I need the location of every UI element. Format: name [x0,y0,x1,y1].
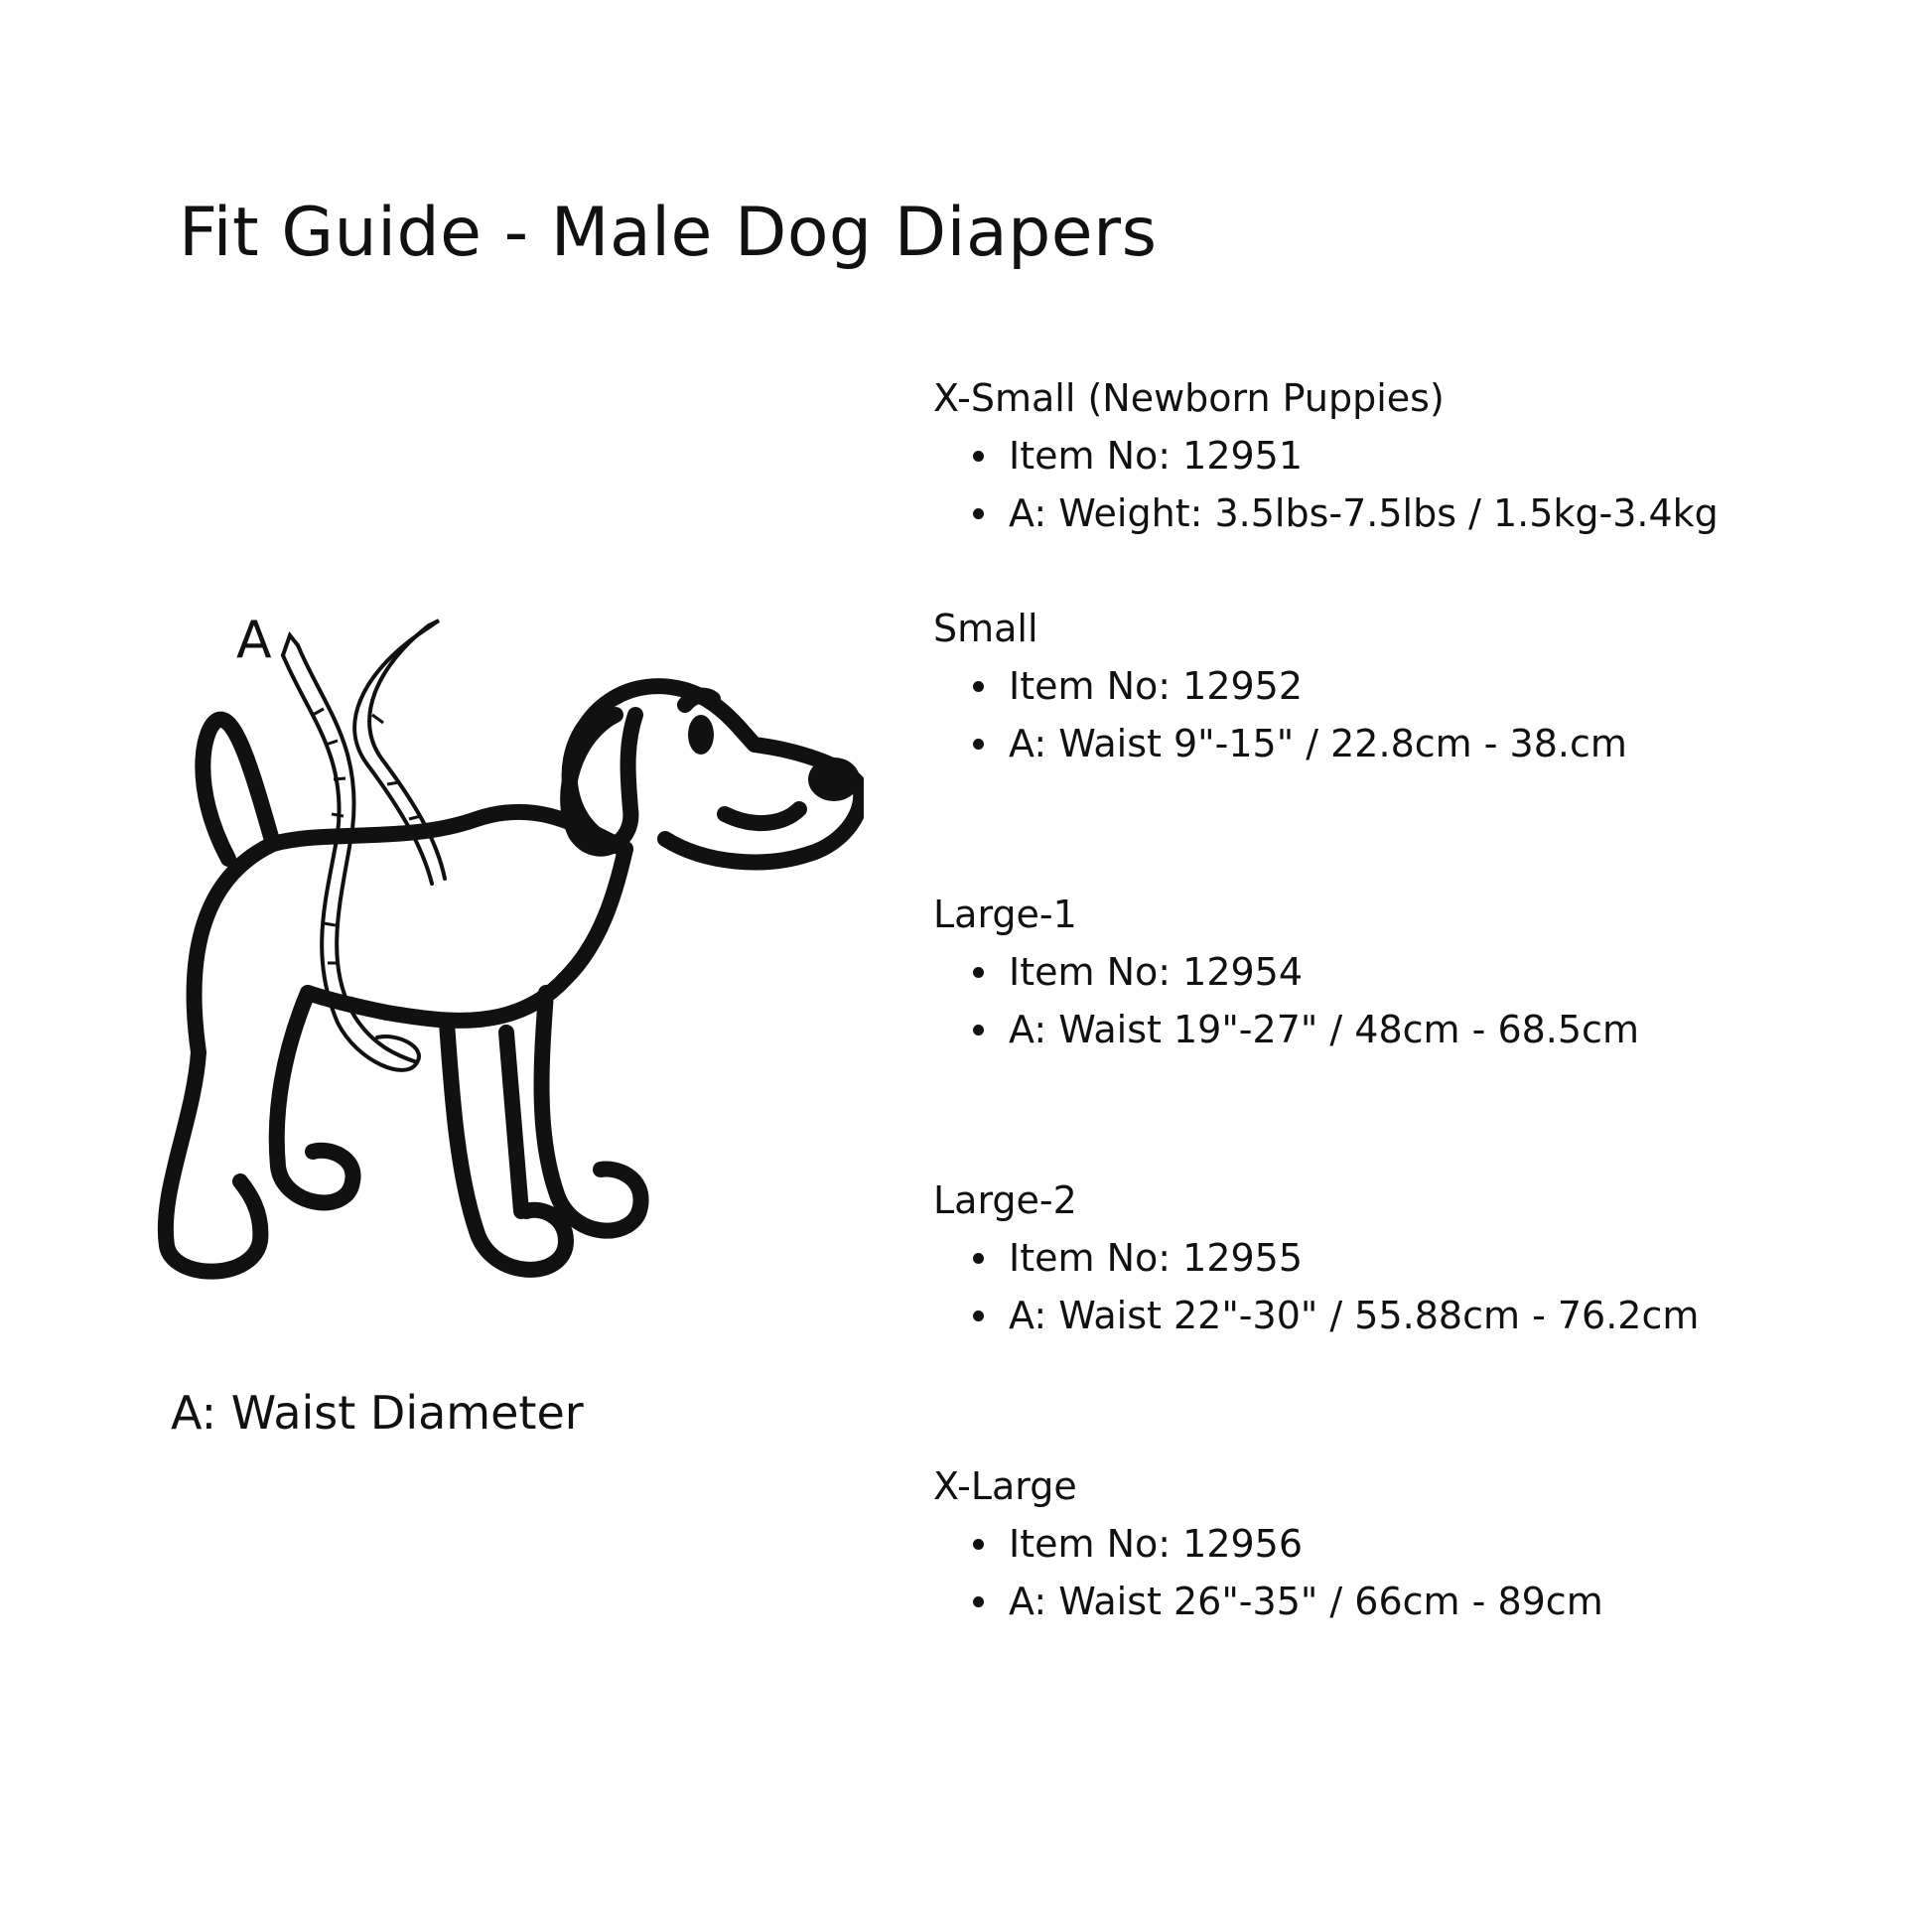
item-number: Item No: 12954 [973,949,1639,995]
bullet-icon [973,508,984,519]
measure-marker-label: A [236,611,272,670]
item-number: Item No: 12956 [973,1521,1603,1567]
dog-eye [688,715,714,755]
size-name: X-Large [933,1464,1077,1508]
bullet-icon [973,739,984,750]
dog-nose [808,758,860,801]
size-name: X-Small (Newborn Puppies) [933,376,1445,420]
size-block-large-1 [933,892,1639,1064]
bullet-icon [973,681,984,692]
bullet-icon [973,1253,984,1264]
size-name: Large-2 [933,1178,1077,1222]
dog-measurement-diagram [149,596,864,1311]
dog-rear-leg-2 [277,993,353,1202]
measurement: A: Waist 26"-35" / 66cm - 89cm [973,1579,1603,1624]
item-number: Item No: 12951 [973,433,1719,479]
item-number: Item No: 12955 [973,1235,1699,1281]
bullet-icon [973,967,984,978]
measurement: A: Waist 19"-27" / 48cm - 68.5cm [973,1007,1639,1052]
size-block-large-2 [933,1177,1699,1350]
page-title: Fit Guide - Male Dog Diapers [179,194,1158,272]
measurement: A: Waist 9"-15" / 22.8cm - 38.cm [973,721,1627,766]
size-block-xlarge [933,1463,1603,1636]
measurement: A: Waist 22"-30" / 55.88cm - 76.2cm [973,1293,1699,1338]
dog-smile [725,809,799,823]
bullet-icon [973,451,984,462]
dog-tail [203,720,273,859]
measurement: A: Weight: 3.5lbs-7.5lbs / 1.5kg-3.4kg [973,490,1719,536]
size-block-xsmall [933,375,1719,548]
size-name: Small [933,607,1038,650]
diagram-caption: A: Waist Diameter [171,1386,584,1440]
bullet-icon [973,1596,984,1607]
bullet-icon [973,1539,984,1550]
dog-front-leg-2 [542,993,641,1231]
dog-rear-leg [166,844,273,1272]
size-block-small [933,606,1627,778]
item-number: Item No: 12952 [973,663,1627,709]
size-name: Large-1 [933,893,1077,936]
bullet-icon [973,1311,984,1321]
bullet-icon [973,1025,984,1035]
dog-illustration [149,596,864,1311]
